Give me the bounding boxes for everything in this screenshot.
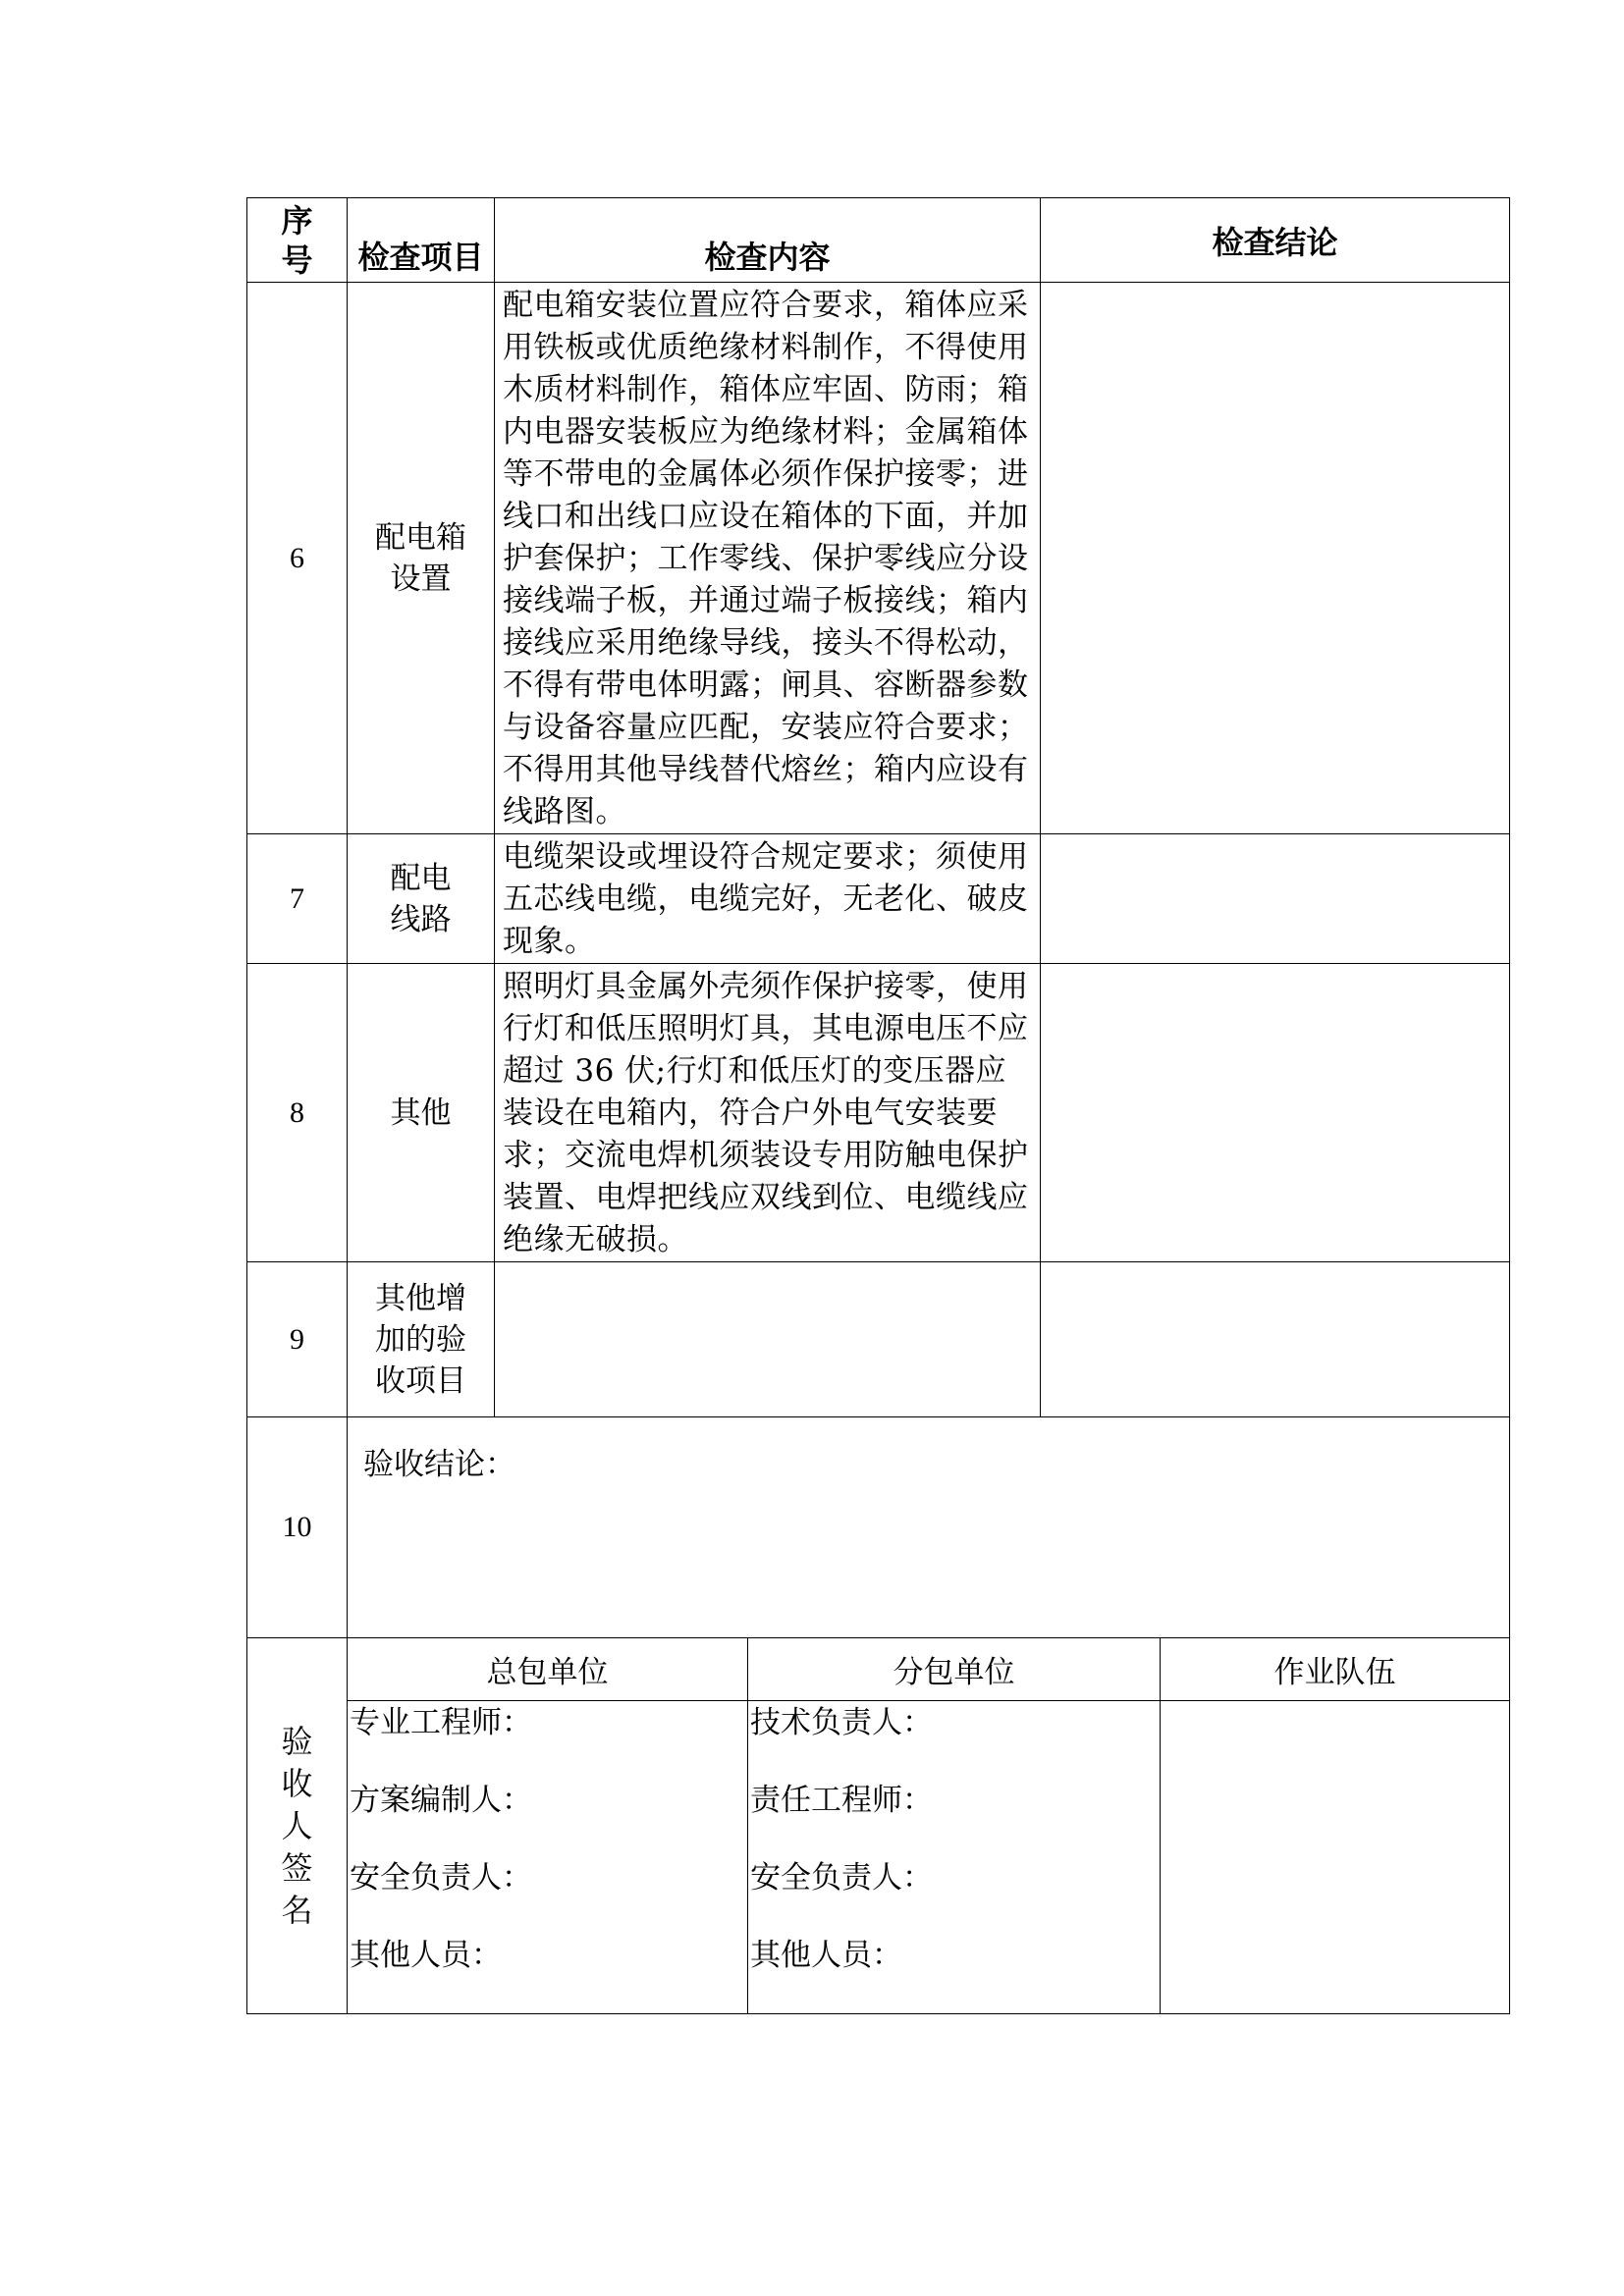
row-6-item-line: 设置: [390, 561, 452, 597]
row-8-content: 照明灯具金属外壳须作保护接零，使用行灯和低压照明灯具，其电源电压不应超过 36 伏;行灯和低压灯的变压器应装设在电箱内，符合户外电气安装要求；交流电焊机须装设专用防触电保护装置、电焊把线应双线到位、电缆线应绝缘无破损。: [495, 964, 1041, 1262]
header-seq: [247, 198, 348, 283]
signature-field[interactable]: 专业工程师：: [350, 1705, 532, 1740]
general-contractor-title: 总包单位: [348, 1638, 748, 1701]
conclusion-row: [247, 1417, 1510, 1638]
signature-label-char: 收: [281, 1764, 313, 1802]
table-row: [247, 283, 1510, 834]
signature-label: [247, 1638, 348, 2014]
header-result: 检查结论: [1041, 198, 1510, 283]
row-9-num: 9: [247, 1262, 348, 1417]
row-8-item: [348, 964, 495, 1262]
row-8-result[interactable]: [1041, 964, 1510, 1262]
general-contractor-signatures: [348, 1701, 748, 2014]
header-seq-line1: 序: [281, 201, 313, 240]
row-7-item: [348, 834, 495, 964]
conclusion-field[interactable]: [348, 1417, 1510, 1638]
row-8-num: 8: [247, 964, 348, 1262]
row-7-num: 7: [247, 834, 348, 964]
row-9-item-line: 加的验: [375, 1321, 466, 1358]
work-team-signatures[interactable]: [1161, 1701, 1510, 2014]
work-team-title: 作业队伍: [1161, 1638, 1510, 1701]
subcontractor-signatures: [748, 1701, 1161, 2014]
row-6-num: 6: [247, 283, 348, 834]
signature-label-char: 签: [281, 1848, 313, 1887]
row-8-item-line: 其他: [390, 1095, 452, 1131]
header-seq-line2: 号: [281, 240, 313, 279]
signature-field[interactable]: 安全负责人：: [350, 1860, 532, 1896]
row-7-item-line: 配电: [390, 860, 452, 896]
signature-fields-row: [247, 1701, 1510, 2014]
row-7-item-line: 线路: [390, 901, 452, 937]
row-9-item-line: 收项目: [375, 1362, 466, 1399]
signature-field[interactable]: 安全负责人：: [750, 1860, 933, 1896]
row-7-result[interactable]: [1041, 834, 1510, 964]
table-row: [247, 964, 1510, 1262]
row-6-item-line: 配电箱: [375, 519, 466, 556]
signature-label-char: 人: [281, 1806, 313, 1844]
table-header-row: [247, 198, 1510, 283]
signature-label-char: 验: [281, 1722, 313, 1760]
row-9-content[interactable]: [495, 1262, 1041, 1417]
table-row: [247, 834, 1510, 964]
row-7-content: 电缆架设或埋设符合规定要求；须使用五芯线电缆，电缆完好，无老化、破皮现象。: [495, 834, 1041, 964]
signature-header-row: [247, 1638, 1510, 1701]
row-9-item: [348, 1262, 495, 1417]
signature-field[interactable]: 责任工程师：: [750, 1783, 933, 1818]
subcontractor-title: 分包单位: [748, 1638, 1161, 1701]
header-item: 检查项目: [348, 198, 495, 283]
signature-field[interactable]: 其他人员：: [750, 1938, 902, 1973]
conclusion-label: 验收结论：: [363, 1447, 515, 1482]
signature-field[interactable]: 方案编制人：: [350, 1783, 532, 1818]
row-6-content: 配电箱安装位置应符合要求，箱体应采用铁板或优质绝缘材料制作，不得使用木质材料制作，箱体应牢固、防雨；箱内电器安装板应为绝缘材料；金属箱体等不带电的金属体必须作保护接零；进线口和出线口应设在箱体的下面，并加护套保护；工作零线、保护零线应分设接线端子板，并通过端子板接线；箱内接线应采用绝缘导线，接头不得松动，不得有带电体明露；闸具、容断器参数与设备容量应匹配，安装应符合要求；不得用其他导线替代熔丝；箱内应设有线路图。: [495, 283, 1041, 834]
row-9-item-line: 其他增: [375, 1280, 466, 1316]
row-6-result[interactable]: [1041, 283, 1510, 834]
inspection-table: [246, 197, 1510, 2014]
table-row: [247, 1262, 1510, 1417]
header-content: 检查内容: [495, 198, 1041, 283]
row-6-item: [348, 283, 495, 834]
row-9-result[interactable]: [1041, 1262, 1510, 1417]
signature-field[interactable]: 技术负责人：: [750, 1705, 933, 1740]
row-10-num: 10: [247, 1417, 348, 1638]
signature-label-char: 名: [281, 1891, 313, 1929]
signature-field[interactable]: 其他人员：: [350, 1938, 502, 1973]
